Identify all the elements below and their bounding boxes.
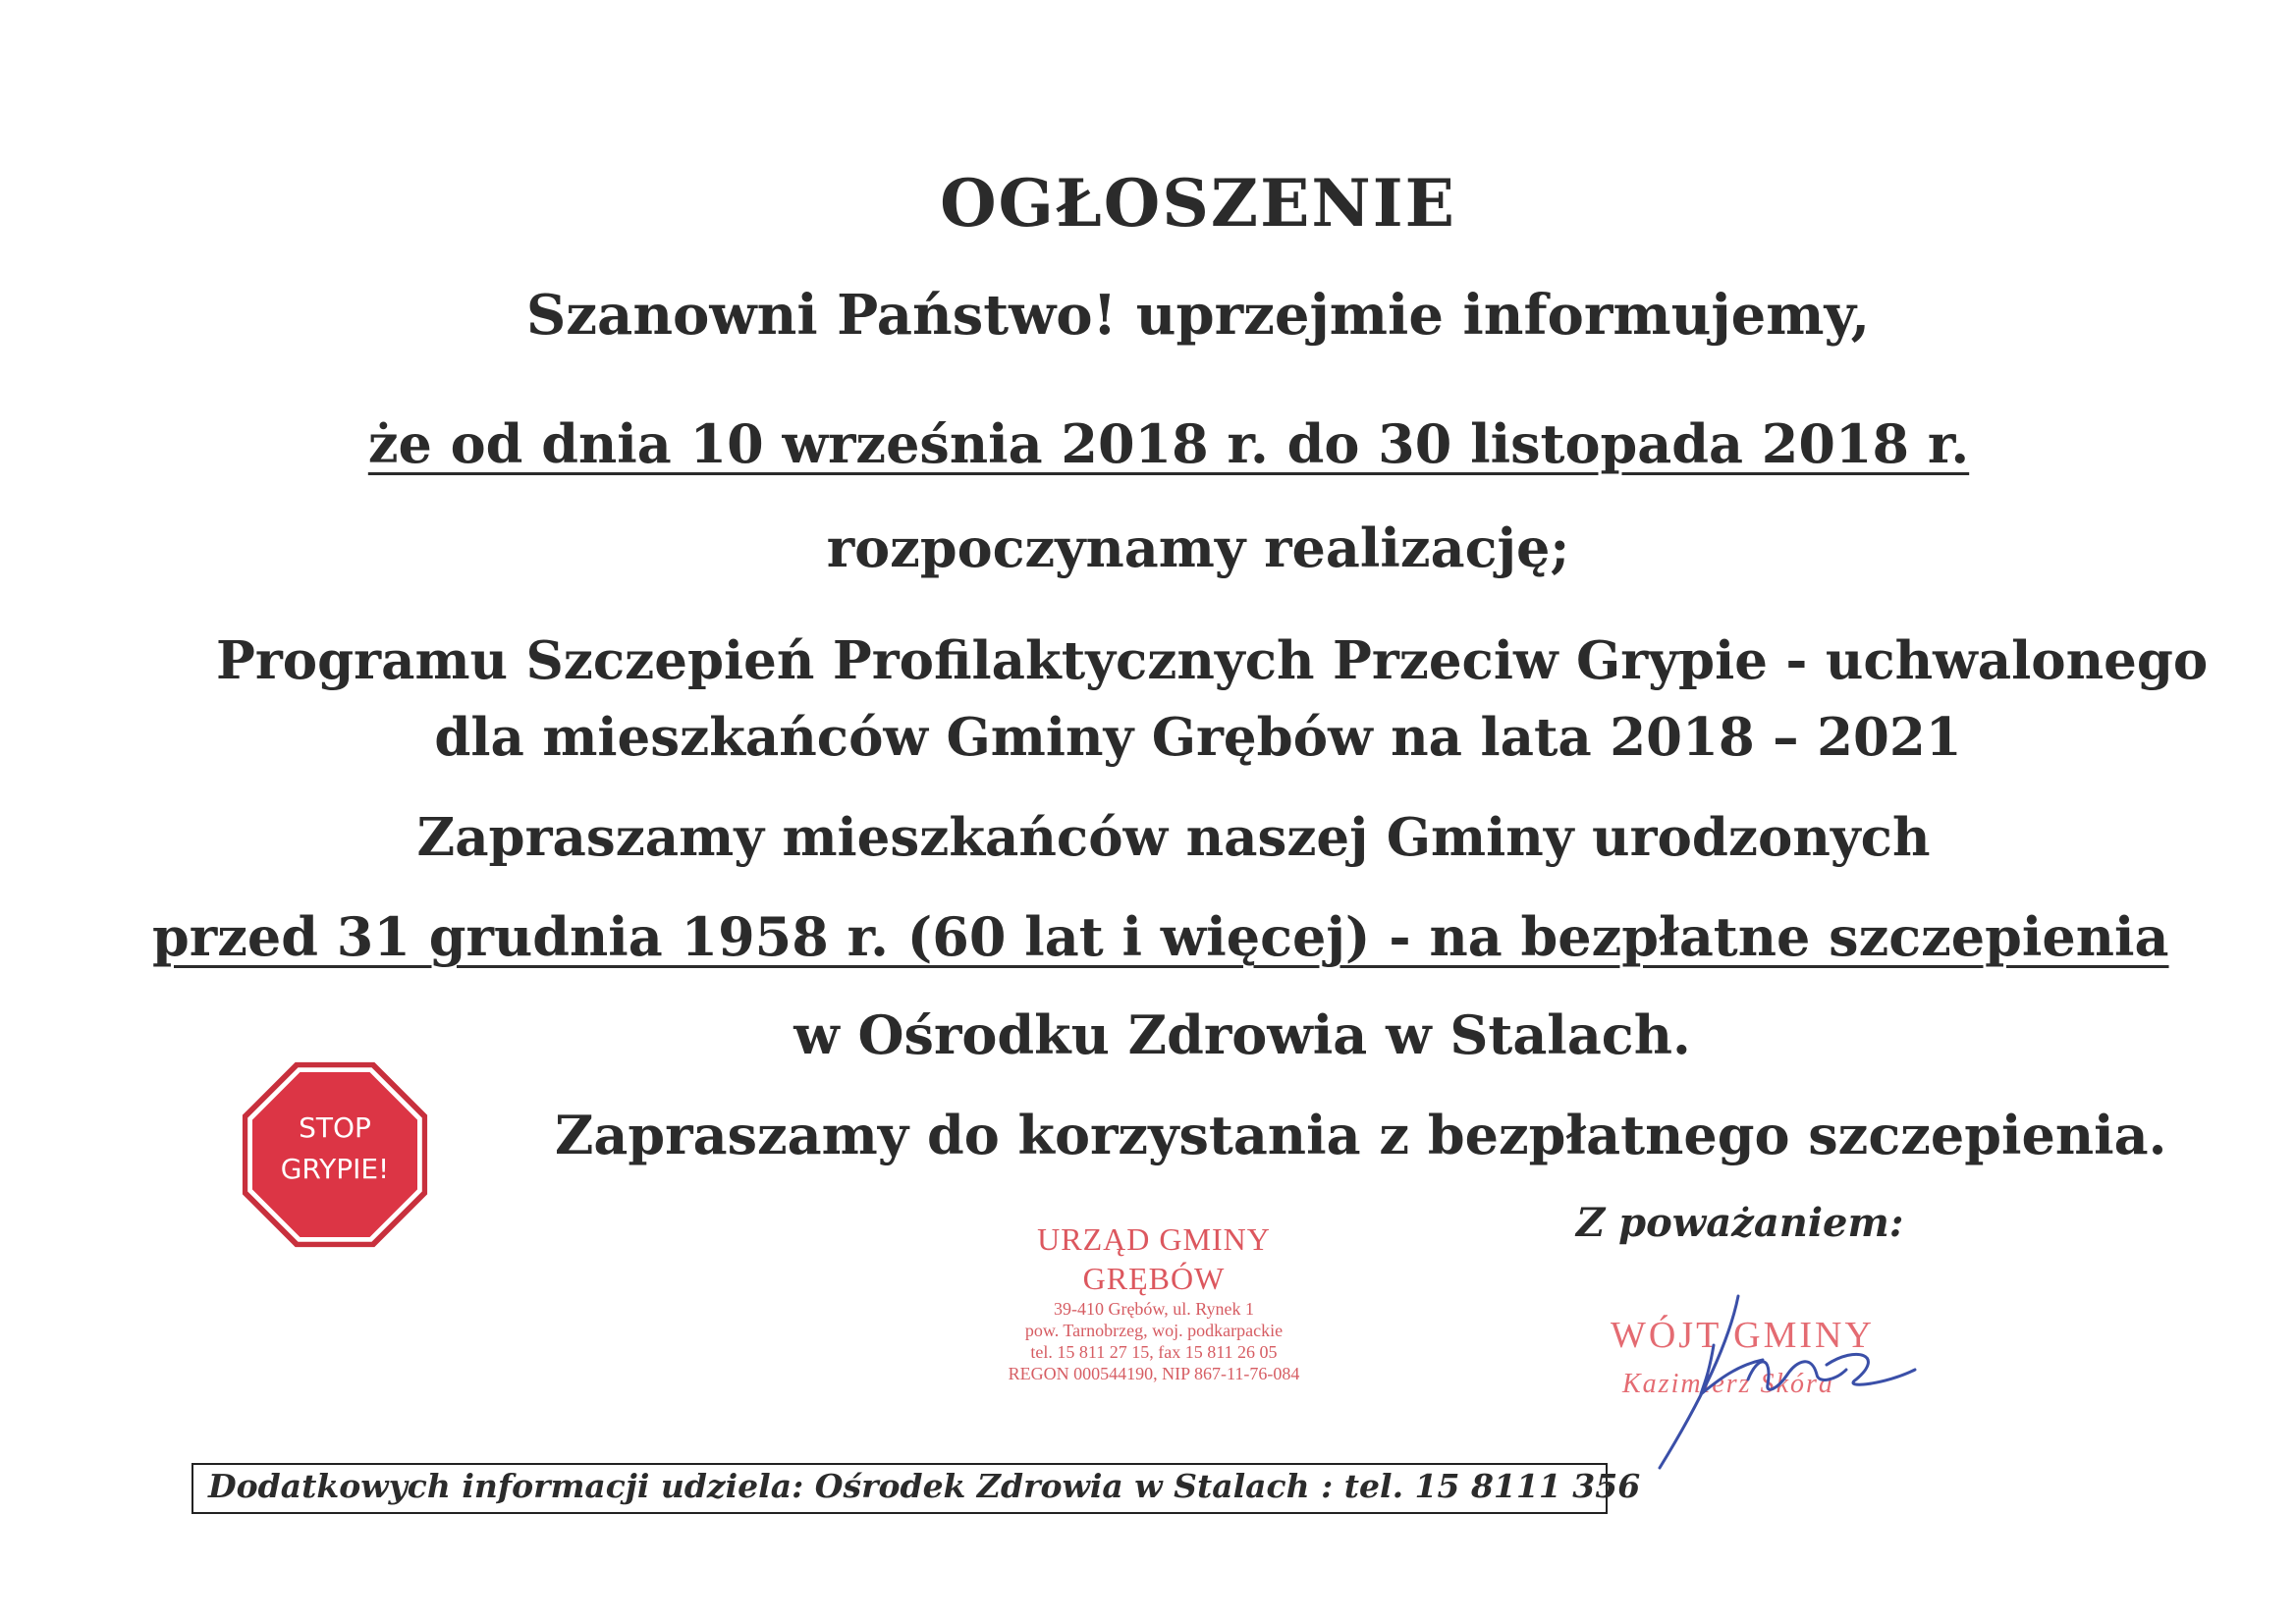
stop-sign-line1: STOP: [299, 1111, 371, 1144]
place-line: w Ośrodku Zdrowia w Stalach.: [793, 1003, 1691, 1066]
greeting-line: Szanowni Państwo! uprzejmie informujemy,: [525, 283, 1871, 348]
stamp-title: URZĄD GMINY GRĘBÓW: [1037, 1221, 1271, 1296]
program-line-2: dla mieszkańców Gminy Grębów na lata 2018 – 2021: [434, 707, 1962, 768]
start-line: rozpoczynamy realizację;: [826, 516, 1570, 579]
signatory-office: WÓJT GMINY: [1611, 1315, 1875, 1356]
program-line-1: Programu Szczepień Profilaktycznych Przeciw Grypie - uchwalonego: [216, 630, 2209, 691]
stop-sign-text: [241, 1108, 429, 1190]
closing-line: Zapraszamy do korzystania z bezpłatnego szczepienia.: [555, 1104, 2167, 1166]
birthdate-line: przed 31 grudnia 1958 r. (60 lat i więcej) - na bezpłatne szczepienia: [152, 905, 2169, 968]
stamp-address: 39-410 Grębów, ul. Rynek 1: [1053, 1299, 1255, 1319]
regards-text: Z poważaniem:: [1576, 1200, 1904, 1246]
dates-line: że od dnia 10 września 2018 r. do 30 listopada 2018 r.: [367, 412, 1970, 475]
stamp-district: pow. Tarnobrzeg, woj. podkarpackie: [1024, 1321, 1284, 1340]
handwritten-signature: [1591, 1286, 1944, 1483]
info-text: Dodatkowych informacji udziela: Ośrodek Zdrowia w Stalach : tel. 15 8111 356: [208, 1467, 1641, 1505]
page-title: OGŁOSZENIE: [940, 165, 1456, 242]
signatory-name: Kazimierz Skóra: [1622, 1369, 1834, 1399]
stamp-phone: tel. 15 811 27 15, fax 15 811 26 05: [1030, 1342, 1278, 1362]
stop-sign-line2: GRYPIE!: [280, 1153, 390, 1185]
stamp-ids: REGON 000544190, NIP 867-11-76-084: [1008, 1364, 1300, 1383]
office-stamp: [967, 1219, 1340, 1384]
invite-line: Zapraszamy mieszkańców naszej Gminy urodzonych: [416, 807, 1931, 868]
